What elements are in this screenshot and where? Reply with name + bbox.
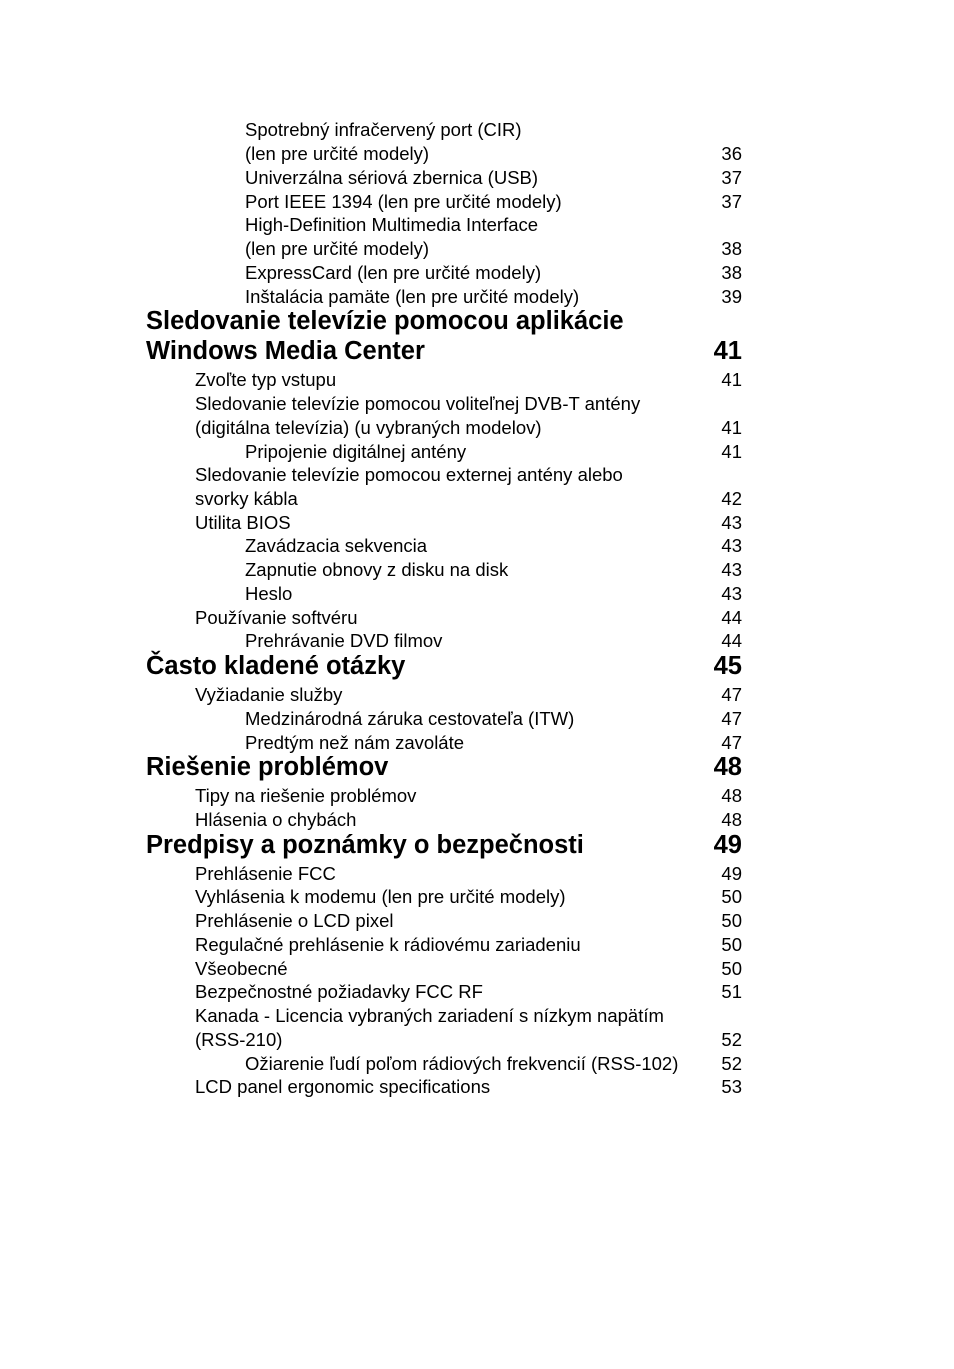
- toc-entry-title: High-Definition Multimedia Interface: [245, 214, 539, 235]
- toc-page-number: 50: [721, 886, 742, 907]
- toc-page-number: 52: [721, 1029, 742, 1050]
- toc-entry-title: LCD panel ergonomic specifications: [195, 1076, 491, 1097]
- toc-entry-title: (RSS-210): [195, 1029, 283, 1050]
- toc-page-number: 41: [713, 337, 742, 365]
- toc-entry-title: ExpressCard (len pre určité modely): [245, 262, 542, 283]
- toc-entry-title: Kanada - Licencia vybraných zariadení s nízkym napätím: [195, 1005, 664, 1026]
- toc-entry-title: Predtým než nám zavoláte: [245, 732, 465, 753]
- toc-page-number: 39: [721, 286, 742, 307]
- toc-page-number: 50: [721, 934, 742, 955]
- toc-entry-title: svorky kábla: [195, 488, 298, 509]
- toc-entry-title: Utilita BIOS: [195, 512, 291, 533]
- toc-entry-title: Heslo: [245, 583, 293, 604]
- toc-entry-title: Zavádzacia sekvencia: [245, 535, 428, 556]
- toc-page-number: 43: [721, 559, 742, 580]
- toc-page-number: 38: [721, 238, 742, 259]
- toc-entry-title: Port IEEE 1394 (len pre určité modely): [245, 191, 562, 212]
- toc-entry-title: Vyžiadanie služby: [195, 684, 343, 705]
- toc-page-number: 41: [721, 369, 742, 390]
- toc-page-number: 37: [721, 191, 742, 212]
- toc-entry-title: Sledovanie televízie pomocou aplikácie: [146, 307, 624, 335]
- toc-page-number: 42: [721, 488, 742, 509]
- toc-page-number: 36: [721, 143, 742, 164]
- toc-page-number: 51: [721, 981, 742, 1002]
- toc-entry-title: Inštalácia pamäte (len pre určité modely): [245, 286, 580, 307]
- toc-page-number: 48: [721, 785, 742, 806]
- toc-entry-title: Hlásenia o chybách: [195, 809, 357, 830]
- toc-entry-title: Všeobecné: [195, 958, 288, 979]
- toc-entry-title: Medzinárodná záruka cestovateľa (ITW): [245, 708, 575, 729]
- toc-page-number: 44: [721, 630, 742, 651]
- toc-entry-title: Často kladené otázky: [146, 652, 406, 680]
- toc-entry-title: Predpisy a poznámky o bezpečnosti: [146, 831, 584, 859]
- toc-page-number: 49: [721, 863, 742, 884]
- toc-page-number: 47: [721, 732, 742, 753]
- toc-entry-title: Používanie softvéru: [195, 607, 358, 628]
- toc-entry-title: Spotrebný infračervený port (CIR): [245, 119, 522, 140]
- toc-entry-title: Univerzálna sériová zbernica (USB): [245, 167, 539, 188]
- toc-entry-title: (len pre určité modely): [245, 143, 430, 164]
- toc-page-number: 41: [721, 417, 742, 438]
- toc-entry-title: (len pre určité modely): [245, 238, 430, 259]
- toc-entry-title: Windows Media Center: [146, 337, 425, 365]
- toc-entry-title: Tipy na riešenie problémov: [195, 785, 417, 806]
- toc-page-number: 38: [721, 262, 742, 283]
- toc-page-number: 48: [713, 753, 742, 781]
- toc-entry-title: Riešenie problémov: [146, 753, 389, 781]
- toc-page-number: 45: [713, 652, 742, 680]
- toc-page-number: 44: [721, 607, 742, 628]
- toc-page-number: 41: [721, 441, 742, 462]
- toc-page-number: 37: [721, 167, 742, 188]
- toc-page-number: 53: [721, 1076, 742, 1097]
- toc-page-number: 52: [721, 1053, 742, 1074]
- toc-page-number: 49: [713, 831, 742, 859]
- toc-page-number: 47: [721, 684, 742, 705]
- toc-entry-title: Prehrávanie DVD filmov: [245, 630, 443, 651]
- toc-entry-title: Bezpečnostné požiadavky FCC RF: [195, 981, 483, 1002]
- toc-page-number: 47: [721, 708, 742, 729]
- toc-entry-title: Ožiarenie ľudí poľom rádiových frekvencií (RSS-102): [245, 1053, 679, 1074]
- toc-entry-title: Vyhlásenia k modemu (len pre určité modely): [195, 886, 566, 907]
- toc-page-number: 48: [721, 809, 742, 830]
- toc-page-number: 50: [721, 958, 742, 979]
- toc-entry-title: Prehlásenie FCC: [195, 863, 336, 884]
- toc-entry-title: (digitálna televízia) (u vybraných modelov): [195, 417, 542, 438]
- toc-page-number: 43: [721, 583, 742, 604]
- toc-page-number: 43: [721, 512, 742, 533]
- toc-entry-title: Regulačné prehlásenie k rádiovému zariadeniu: [195, 934, 581, 955]
- toc-entry-title: Sledovanie televízie pomocou voliteľnej DVB-T antény: [195, 393, 641, 414]
- toc-page-number: 50: [721, 910, 742, 931]
- toc-entry-title: Prehlásenie o LCD pixel: [195, 910, 394, 931]
- toc-entry-title: Pripojenie digitálnej antény: [245, 441, 467, 462]
- toc-entry-title: Zapnutie obnovy z disku na disk: [245, 559, 509, 580]
- toc-entry-title: Sledovanie televízie pomocou externej antény alebo: [195, 464, 623, 485]
- toc-entry-title: Zvoľte typ vstupu: [195, 369, 337, 390]
- toc-page-number: 43: [721, 535, 742, 556]
